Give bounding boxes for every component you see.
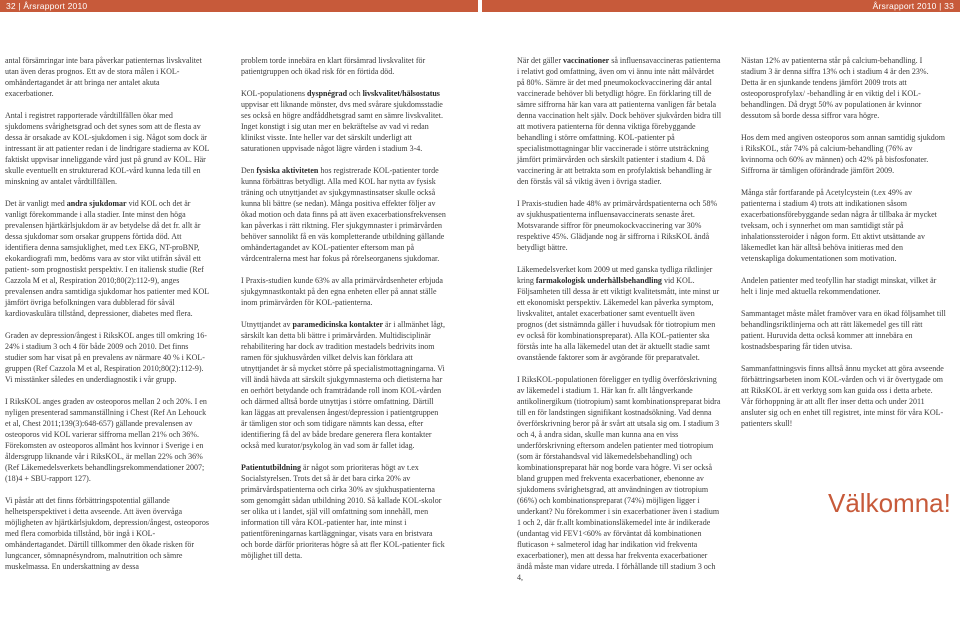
paragraph: I Praxis-studien kunde 63% av alla primärvårdsenheter erbjuda sjukgymnastkontakt på den egna enheten eller på annat ställe inom primärvården för KOL-patienterna.	[241, 276, 443, 307]
text: När det gäller	[517, 56, 563, 65]
text: och	[347, 89, 363, 98]
text: är i allmänhet lågt, särskilt kan detta bli bättre i primärvården. Multidisciplinär rehabilitering har dock av tradition mestadels bedrivits inom ramen för sjukhusvården vilket delvis kan förklara att utnyttjandet är så mycket större på specialistmottagningarna. Vi vill ändå hävda att särskilt sjukgymnasterna och dietisterna har en oerhört betydande och framträdande roll inom KOL-vården och därmed alltså borde utnyttjas i större omfattning. Därtill kan läggas att prevalensen ångest/depression i patientgruppen är tämligen stor och som tidigare nämnts kan dessa, efter identifiering få del av både bredare generera flera kontakter också med kurator/psykolog än vad som är fallet idag.	[241, 320, 445, 450]
paragraph: problem torde innebära en klart försämrad livskvalitet för patientgruppen och ökad risk för en förtida död.	[241, 56, 426, 76]
bold-term: dyspnégrad	[307, 89, 348, 98]
text: KOL-populationens	[241, 89, 307, 98]
bold-term: farmakologisk underhållsbehandling	[535, 276, 662, 285]
paragraph	[517, 55, 722, 187]
paragraph: Hos dem med angiven osteoporos som annan samtidig sjukdom i RiksKOL, står 74% på calcium-behandling (76% av kvinnorna och 60% av männen) och 42% på bisfosfonater. Siffrorna är tämligen oförändrade jämfört 2009.	[741, 133, 945, 175]
header-right-text: Årsrapport 2010 | 33	[872, 1, 954, 11]
paragraph: Vi påstår att det finns förbättringspotential gällande helhetsperspektivet i detta avseende. Att även övervåga möjligheten av hjärtkärlsjukdom, depression/ångest, osteoporos med flera comorbida tillstånd, bör ingå i KOL-omhändertagandet. Därtill tillkommer den ökade risken för lungcancer, sömnapnésyndrom, malnutrition och sämre muskelmassa. En underskattning av dessa	[5, 496, 209, 571]
paragraph: I RiksKOL-populationen föreligger en tydlig överförskrivning av läkemedel i stadium 1. Här kan fr. allt långverkande antikolinergikum (tiotropium) samt kombinationspreparat bidra till en för landstingen signifikant kostnadsökning. Vad denna överförskrivning beror på är svårt att utsala sig om. I stadium 3 och 4, å andra sidan, skulle man kunna ana en viss underförskrivning eftersom andelen patienter med tiotropium (som är förstahandsval vid läkemedelsbehandling) och kombinationspreparat här nog borde vara högre. Vi ser också bland gruppen med frekventa exacerbationer, ebenonne av sjukdomens svårighetsgrad, att användningen av tiotropium (66%) och kombinationspreparat (74%) möjligen ligger i underkant? Nu förekommer i sin exacerbationer även i stadium 1 och 2, där fr.allt kombinationsläkemedel inte är indikerade (undantag vid FEV1<60% av förväntat då kombinationen fluticason + salmeterol idag har indikation vid frekventa exacerbationer), men att dessa har frekventa exacerbationer ändå måste man vidare utreda. I förhållande till stadium 3 och 4,	[517, 375, 721, 582]
text: Det är vanligt med	[5, 199, 67, 208]
text: vid KOL. Följsamheten till dessa är ett viktigt kvalitetsmått, inte minst ur ett ekonomiskt perspektiv. Läkemedel kan påverka symptom, livskvalitet, antalet exacerbationer samt eventuellt även prognos (det sistnämnda gäller i huvudsak för tiotropium men ev också för kombinationspreparat). Alla KOL-patienter ska förstås inte ha alla läkemedel utan det är aktuellt stadie samt ovanstående faktorer som är avgörande för preparatvalet.	[517, 276, 720, 362]
text: vid KOL och det är vanligt förekommande i alla stadier. Inte minst den höga prevalensen hjärtkärlsjukdom är av betydelse då det fr. allt är dessa sjukdomar som orsakar gruppens förtida död. Att identifiera denna samsjuklighet, med t.ex EKG, NT-proBNP, ekokardiografi mm, bedöms vara av stor vikt utifrån såväl ett patient- som prognostiskt perspektiv. I en italiensk studie (Ref Cazzola M et al, Respiration 2010;80(2):112-9), anges prevalensen andra samtidiga sjukdomar hos patienter med KOL jämfört övriga befolkningen vara dubblerad för såväl kardiovaskulära tillstånd, depressioner, diabetes med flera.	[5, 199, 209, 318]
paragraph: Sammantaget måste målet framöver vara en ökad följsamhet till behandlingsriktlinjerna och att rätt läkemedel ges till rätt patient. Huruvida detta också kommer att innebära en kostnadsbesparing får tiden utvisa.	[741, 309, 946, 351]
page-header	[0, 0, 960, 12]
text: Läkemedelsverket kom 2009 ut med ganska tydliga riktlinjer kring	[517, 265, 713, 285]
paragraph: antal försämringar inte bara påverkar patienternas livskvalitet utan även deras prognos. Ett av de stora målen i KOL-omhändertagandet är att bringa ner antalet akuta exacerbationer.	[5, 56, 202, 98]
bold-term: Patientutbildning	[241, 463, 302, 472]
paragraph	[241, 88, 446, 154]
bold-term: vaccinationer	[562, 56, 610, 65]
bold-term: livskvalitet/hälsostatus	[362, 89, 440, 98]
paragraph	[517, 264, 722, 363]
column-3	[517, 55, 722, 583]
paragraph: I RiksKOL anges graden av osteoporos mellan 2 och 20%. I en nyligen presenterad sammanställning i Chest (Ref An Lehouck et al, Chest 2011;139(3):648-657) gällande prevalensen av osteoporos vid KOL varierar siffrorna mellan 21% och 36%. Förekomsten av osteoporos allmänt hos kvinnor i Sverige i en åldersgrupp liknande vår i RiksKOL, är mellan 22% och 36% (Ref Läkemedelsverkets behandlingsrekommendationer 2007;(18)4 + SBU-rapport 127).	[5, 397, 207, 483]
paragraph	[5, 198, 210, 319]
paragraph: Sammanfattningsvis finns alltså ännu mycket att göra avseende förbättringsarbeten inom KOL-vården och vi är övertygade om att RiksKOL är ett verktyg som kan guida oss i detta arbete. Vår förhoppning är att allt fler inser detta och under 2011 ansluter sig och en enhet till registret, inte minst för våra KOL-patienters skull!	[741, 364, 944, 428]
paragraph	[241, 319, 446, 451]
paragraph: Antal i registret rapporterade vårdtillfällen ökar med sjukdomens svårighetsgrad och det synes som att de flesta av dessa är orsakade av KOL-sjukdomen i sig. Något som dock är intressant är att patienter redan i de lindrigare stadierna av KOL faktiskt uppvisar inneliggande vård just på grund av KOL. Här skulle eventuellt en strukturerad KOL-vård kunna leda till en minskning av antalet vårdtillfällen.	[5, 111, 210, 186]
bold-term: andra sjukdomar	[66, 199, 127, 208]
paragraph	[241, 165, 446, 264]
text: så influensavaccineras patienterna i relativt god omfattning, även om vi ännu inte nått målvärdet på 80%. Sämre är det med pneumokockvaccinering där antal vaccinerade behöver bli betydligt högre. En förklaring till de sämre siffrorna här kan vara att patienterna vanligen får betala denna vaccination helt själv. Dock behöver sjukvården bidra till att motivera patienterna för denna viktiga förebyggande behandling i större omfattning. KOL-patienter på specialistmottagningar blir vaccinerade i större utsträckning jämfört primärvården och särskilt patienter i stadium 4. Då vaccinering är att betrakta som en profylaktisk behandling är den förstås väl så viktig även i övriga stadier.	[517, 56, 722, 186]
paragraph: Andelen patienter med teofyllin har stadigt minskat, vilket är helt i linje med aktuella rekommendationer.	[741, 276, 937, 296]
text: Utnyttjandet av	[241, 320, 293, 329]
paragraph: Graden av depression/ångest i RiksKOL anges till omkring 16-24% i stadium 3 och 4 för både 2009 och 2010. Det finns studier som har visat på en prevalens av närmare 40 % i KOL-gruppen (Ref Cazzola M et al, Respiration 2010;80(2):112-9). Vi misstänker således en underdiagnostik i vår grupp.	[5, 331, 207, 384]
text: uppvisar ett liknande mönster, dvs med svårare sjukdomsstadie ses också en högre andfåddhetsgrad samt en sämre livskvalitet. Inget konstigt i sig utan mer en bekräftelse av vad vi redan klinikst visste. Inte heller var det särskilt underligt att saturationen uppvisade något lägre värden i stadium 3-4.	[241, 100, 443, 153]
header-left-text: 32 | Årsrapport 2010	[6, 1, 88, 11]
text: är något som prioriteras högt av t.ex Socialstyrelsen. Trots det så är det bara cirka 20% av primärvårdspatienterna och cirka 30% av sjukhuspatienterna som genomgått sådan utbildning 2010. Så kallade KOL-skolor ser olika ut i landet, själ vill omfattning som innehåll, men information till våra KOL-patienter har, inte minst i patientföreningarnas kartläggningar, visats vara en bristvara och borde därför prioriteras högre så att fler KOL-patienter fick möjlighet till detta.	[241, 463, 445, 560]
bold-term: paramedicinska kontakter	[292, 320, 383, 329]
bold-term: fysiska aktiviteten	[256, 166, 319, 175]
column-1	[5, 55, 210, 572]
paragraph: I Praxis-studien hade 48% av primärvårdspatienterna och 58% av sjukhuspatienterna influensavaccinerats senaste året. Motsvarande siffror för pneumokockvaccinering var 30% respektive 45%. Glädjande nog är siffrorna i RiksKOL ändå betydligt bättre.	[517, 199, 718, 252]
text: Den	[241, 166, 257, 175]
paragraph: Många står fortfarande på Acetylcystein (t.ex 49% av patienterna i stadium 4) trots att indikationen såsom exacerbationsförebyggande sedan några år tillbaka är mycket tveksam, och i synnerhet om man samtidigt står på inhalationssteroider i någon form. Ett aktivt utsättande av läkemedlet kan här alltså behöva initieras med den vetenskapliga dokumentationen som motivation.	[741, 188, 937, 263]
column-4	[741, 55, 946, 429]
paragraph	[241, 462, 446, 561]
paragraph: Nästan 12% av patienterna står på calcium-behandling. I stadium 3 är denna siffra 13% och i stadium 4 är den 23%. Detta är en sjunkande tendens jämfört 2009 trots att osteoporosprofylax/ -behandling är en viktig del i KOL-behandlingen. Då drygt 50% av populationen är kvinnor dessutom så borde dessa siffror vara högre.	[741, 56, 929, 120]
text: hos registrerade KOL-patienter torde kunna förbättras betydligt. Alla med KOL har nytta av fysisk träning och utnyttjandet av sjukgymnastinsatser skulle också kunna bli bättre (se nedan). Många positiva effekter följer av ökad motion och data finns på att även exacerbationsfrekvensen kan påverkas i rätt riktning. Fler sjukgymnaster i primärvården behöver sannolikt få en väs kompletterande utbildning gällande omhändertagandet av KOL-patienter eftersom man på vårdcentralerna mest har fokus på rörelseorganens sjukdomar.	[241, 166, 446, 263]
welcome-heading: Välkomna!	[828, 488, 951, 518]
column-2	[241, 55, 446, 561]
